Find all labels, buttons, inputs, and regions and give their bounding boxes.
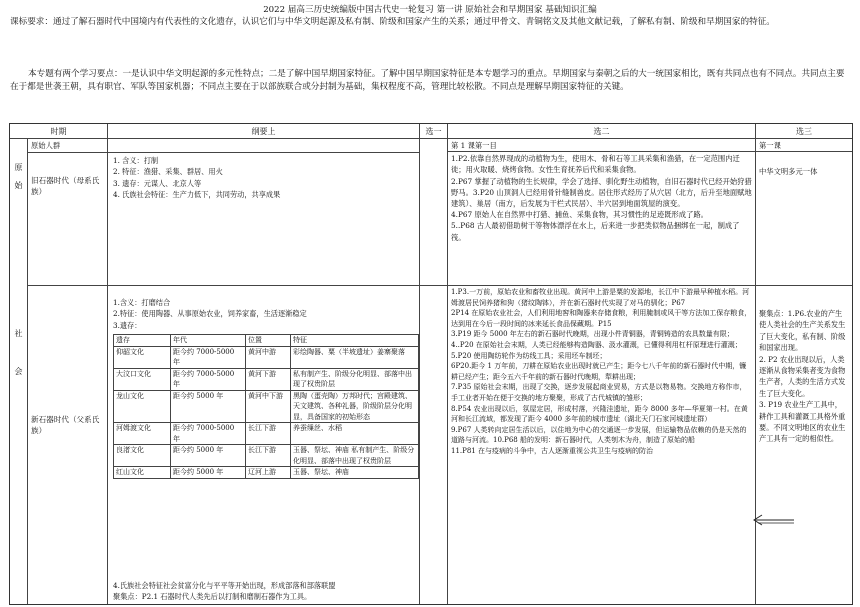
era-label [10,139,28,604]
era-char: 原 [14,163,23,172]
era-char: 社 [14,329,23,338]
neolithic-xuan2: 1.P3.一万前，原始农业和畜牧业出现。黄河中上游是粟的发源地，长江中下游最早种植水稻。河姆渡居民饲养猪和狗（猪纹陶钵），并在新石器时代实现了对马的驯化；P67 2P14 在原始农业社会，人们利用地窖和陶器来存储食粮，利用腌制或风干等方法加工保存粮食，达到用在今后一段时间的冰来延长食品保藏期。P15 3.P19 距今 5000 年左右的新石器时代晚期，出现小件青铜器，青铜铸造的农具数量有限； 4..P20 在原始社会末期，人类已经能够构造陶器、汲水灌溉，已懂得利用杠杆原理进行灌溉； 5.P20 使用陶纺轮作为纺线工具；采用坯车制坯； 6P20.距今 1 万年前，刀耕在原始农业出现时就已产生；距今七八千年前的新石器时代中期，镰耕已经产生；距今五六千年前的新石器时代晚期，犁耕出现； 7.P35 原始社会末期，出现了交换，逐步发展起商业贸易，方式是以物易物。交换地方称作市，手工业者开始在便于交换的地方聚聚，形成了古代城镇的雏形； 8.P54 农业出现以后，氛屋定居，形成村落，兴隆洼遗址，距今 8000 多年—华夏第一村。在黄河和长江流域，都发现了距今 4000 多年前的城市遗址（湖北天门石家河城遗址群） 9.P67 人类转向定居生活以后，以住地为中心的交通逐一步发展，但运输物品依赖的仍是天然的道路与河流。10.P68 船的发明：新石器时代，人类刳木为舟，制造了原始的船 11.P81 在与疫病的斗争中，古人逐渐重视公共卫生与疫病的防治 [448,286,756,604]
neolithic-gangyao-bottom: 4.氏族社会特征社会贫富分化与平平等开始出现，形成部落和部落联盟 聚集点：P2.1 石器时代人类先后以打制和磨制石器作为工具。 [113,581,336,602]
paleolithic-gangyao-text: 1. 含义：打制 2. 特征：渔猎、采集、群居、用火 3. 遗存：元谋人、北京人等 4. 氏族社会特征：生产力低下，共同劳动，共享成果 [113,156,281,199]
culture-header: 遗存 [114,335,171,347]
culture-row: 仰韶文化 距今约 7000-5000 年 黄河中游 彩绘陶器、粟（半坡遗址）姜寨聚落 [114,346,419,368]
paleolithic-xuan3: 第一课 中华文明多元一体 [756,139,852,286]
paleolithic-xuan1 [420,139,448,286]
culture-header: 年代 [171,335,246,347]
knowledge-table [9,123,853,605]
culture-row: 龙山文化 距今约 5000 年 黄河中下游 黑陶（蛋壳陶）万邦时代；宫殿建筑、天文建筑、各种礼器，阶级阶层分化明显，具备国家的初始形态 [114,390,419,423]
header-xuan3: 选三 [756,124,852,139]
neolithic-gangyao-top: 1.含义：打磨结合 2.特征：使用陶器、从事原始农业，饲养家畜，生活逐渐稳定 3.遗存： [113,298,307,330]
header-xuan2: 选二 [448,124,756,139]
neolithic-xuan1 [420,286,448,604]
doc-title: 2022 届高三历史统编版中国古代史一轮复习 第一讲 原始社会和早期国家 基础知识汇编 [263,5,597,15]
culture-header: 位置 [246,335,291,347]
neolithic-xuan3: 聚集点：1.P6.农业的产生使人类社会的生产关系发生了巨大变化，私有制、阶级和国家出现。 2. P2 农业出现以后，人类逐渐从食物采集者变为食物生产者，人类的生活方式发生了巨大变化。 3. P19 农业生产工具中，耕作工具和灌溉工具格外重要。不同文明地区的农业生产工具有一定的相似性。 [759,309,846,444]
culture-table [113,334,419,479]
intro-paragraph: 本专题有两个学习要点：一是认识中华文明起源的多元性特点；二是了解中国早期国家特征。了解中国早期国家特征是本专题学习的重点。早期国家与秦朝之后的大一统国家相比，既有共同点也有不同点。共同点主要在于都是世袭王朝，具有职官、军队等国家机器；不同点主要在于以部族联合或分封制为基础，集权程度不高，管理比较松散。不同点是理解早期国家特征的关键。 [10,69,845,92]
header-gangyao: 纲要上 [108,124,420,139]
header-period: 时期 [10,124,108,139]
primitive-group-label: 原始人群 [28,139,108,153]
culture-row: 河姆渡文化 距今约 7000-5000 年 长江下游 养蚕缫丝、水稻 [114,423,419,445]
curriculum-requirement: 课标要求：通过了解石器时代中国境内有代表性的文化遗存，认识它们与中华文明起源及私有制、阶级和国家产生的关系；通过甲骨文、青铜铭文及其他文献记载，了解私有制、阶级和早期国家的特征。 [10,17,775,27]
header-xuan1: 选一 [420,124,448,139]
paleolithic-stage: 旧石器时代（母系氏族） [28,153,108,286]
era-char: 始 [14,181,23,190]
neolithic-stage: 新石器时代（父系氏族） [28,286,108,604]
culture-header: 特征 [291,335,419,347]
culture-row: 良渚文化 距今约 5000 年 长江下游 玉器、祭坛、神庙 私有制产生、阶级分化明显、部落中出现了权贵阶层 [114,445,419,467]
lesson-label: 第 1 课第一目 [448,140,755,152]
culture-row: 大汶口文化 距今约 7000-5000 年 黄河下游 私有制产生、阶级分化明显、部落中出现了权贵阶层 [114,368,419,390]
paleolithic-xuan2: 第 1 课第一目 1.P2.依靠自然界现成的动植物为生，使用木、骨和石等工具采集和渔猎，在一定范围内迁徙；用火取暖、烧烤食物。女性生育抚养后代和采集食物。 2.P67 掌握了动植物的生长规律，学会了选择、驯化野生动植物，自旧石器时代已经开始狩猎野马。3.P20 山顶洞人已经用骨针缝制兽皮。居住形式经历了从穴居（北方，后升至地面赋地建筑）、巢居（南方，后发展为干栏式民居）、半穴居到地面筑屋的演变。 4.P67 原始人在自然界中打猎、捕鱼、采集食物，其习惯性的足迹既形成了路。 5..P68 古人最初借助树干等物体漂浮在水上，后来进一步把类似物品捆绑在一起，制成了筏。 [448,139,756,286]
arrow-icon [748,513,796,527]
culture-row: 红山文化 距今约 5000 年 辽河上游 玉器、祭坛、神庙 [114,467,419,479]
era-char: 会 [14,367,23,376]
